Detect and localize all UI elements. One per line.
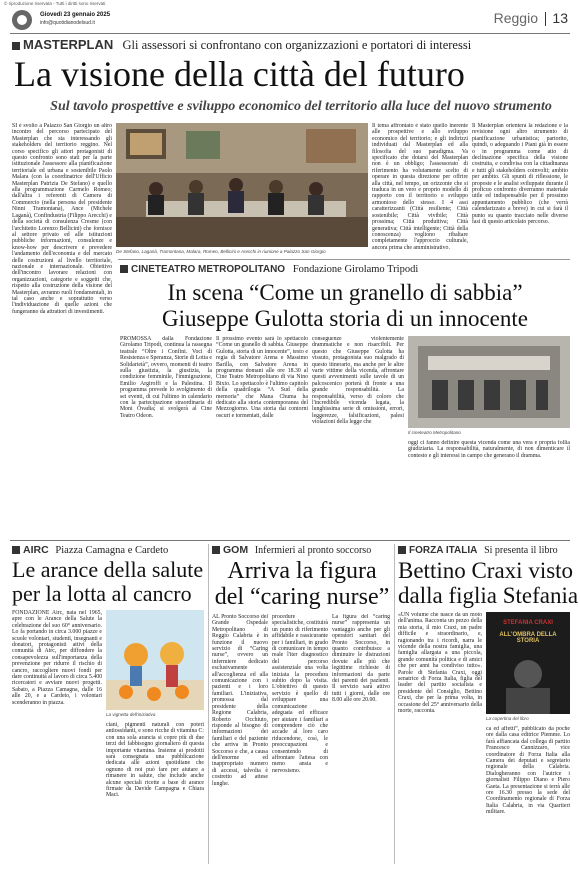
- book-cover-title: ALL'OMBRA DELLA STORIA: [499, 632, 557, 644]
- airc-kicker: AIRC: [23, 544, 49, 556]
- kicker-square-icon: [120, 265, 128, 273]
- masterplan-overline-row: [12, 37, 572, 53]
- cinema-building-illustration: [408, 336, 570, 428]
- airc-vignette-caption: La vignetta dell'iniziativa: [106, 712, 156, 717]
- masterplan-kicker: MASTERPLAN: [23, 37, 114, 52]
- forzaitalia-headline-2: dalla figlia Stefania: [398, 583, 579, 608]
- kicker-square-icon: [12, 42, 20, 50]
- masterplan-column-3: Il Masterplan orienterà la redazione e la revisione ogni altro strumento di pianificazione urbanistica; partorito, quindi, o adeguando i Piani già in essere o in programma come atto di declinazione specifica della visione costruita, e condivisa con la cittadinanza e tutti gli stakeholders coinvolti; ambito per ambito. Gli spunti di riflessione, le proposte e le analisi sviluppate durante il proficuo confronto diverranno materiale utile ed indispensabile per il prossimo appuntamento pubblico (che verrà calendarizzato a breve) in cui si farà il punto su quanto tracciato nelle diverse fasi di questo articolato percorso.: [472, 123, 568, 226]
- kicker-square-icon: [398, 546, 406, 554]
- book-cover-caption: La copertina del libro: [486, 716, 529, 721]
- gom-headline-2: del “caring nurse”: [214, 584, 390, 610]
- kicker-square-icon: [12, 546, 20, 554]
- oranges-vignette-illustration: [106, 610, 204, 710]
- forzaitalia-column-1: «UN volume che nasce da un moto dell'anima. Racconta un pezzo della mia storia, il mio Craxi, un padre difficile e straordinario, e, ragionando tra i ricordi, narra le vicende della nostra famiglia, una famiglia allargata a una piccola, grande comunità politica e di amici che per anni ha condiviso tutto». Parole di Stefania Craxi, oggi senatrice di Forza Italia, figlia del leader del partito socialista e presidente del Consiglio, Bettino Craxi, che per la prima volta, in occasione del 25° anniversario della morte, racconta.: [398, 612, 482, 715]
- airc-vignette: [106, 610, 204, 710]
- gom-overline-row: [212, 544, 392, 556]
- gom-column-1: AL Pronto Soccorso del Grande Ospedale Metropolitano di Reggio Calabria è in funzione il nuovo servizio di “Caring nurse”, ovvero un infermiere dedicato esclusivamente all'accoglienza ed alla comunicazione con i pazienti e i loro familiari. L'iniziativa, promossa dal presidente della Regione Calabria, Roberto Occhiuto, risponde al bisogno di informazioni dei familiari e del paziente che arriva in Pronto Soccorso e che, a causa dell'enorme ed inappropriato numero di accessi, talvolta è costretto ad attese lunghe.: [212, 614, 268, 787]
- middle-rule: [10, 540, 570, 541]
- meeting-room-illustration: [116, 123, 368, 247]
- newspaper-logo-icon: [12, 10, 32, 30]
- cineteatro-photo: [408, 336, 570, 428]
- book-cover-portrait-icon: [486, 652, 570, 714]
- cineteatro-rule: [118, 259, 570, 260]
- cineteatro-photo-caption: Il cineteatro Metropolitano: [408, 430, 461, 435]
- masterplan-photo-caption: De Stefano, Laganà, Tramontana, Malara, Romeo, Bellicini e Arecchi in riunione a Palazzo San Giorgio: [116, 249, 326, 254]
- forzaitalia-overline: Si presenta il libro: [484, 545, 558, 556]
- column-divider: [394, 544, 395, 864]
- cineteatro-overline: Fondazione Girolamo Tripodi: [292, 264, 419, 275]
- book-cover-author: STEFANIA CRAXI: [503, 620, 553, 626]
- page-number: 13: [552, 10, 568, 26]
- masterplan-overline: Gli assessori si confrontano con organizzazioni e portatori di interessi: [122, 38, 472, 52]
- masterplan-column-2: Il tema affrontato è stato quello inerente alle prospettive e allo sviluppo economico del territorio; e gli indirizzi individuati dal Masterplan ed alla filosofia del suo paradigma. Va specificato che dotarsi del Masterplan non è un obbligo; l'assessorato di riferimento ha volutamente scelto di operare in questa direzione per offrire alla città, nel tempo, un orizzonte che si traduca in un vero e proprio modello di rapporto con il territorio e sviluppo armonioso dello stesso. I 4 assi caratterizzanti (Città resiliente; Città sostenibile; Città vivibile; Città prossima; Città produttiva; Città generativa; Città intelligente; Città della conoscenza) vogliono ribaltare completamente l'approccio culturale, ancora prima che amministrativo.: [372, 123, 468, 251]
- airc-column-2: ciani, pigmenti naturali con poteri antiossidanti, e sono ricche di vitamina C: con una sola arancia si copre più di due terzi del fabbisogno giornaliero di questa importante vitamina. Insieme ai prodotti sarà consegnata una pubblicazione dedicata alle azioni quotidiane che ognuno di noi può fare per aiutare a rimanere in salute, che include anche alcune speciali ricette a base di arance firmate da Davide Campagna e Chiara Maci.: [106, 722, 204, 799]
- forzaitalia-column-2: ca ed affetti”, pubblicato da poche ore dalla casa editrice Piemme. Lo farà affiancata dal collega di partito Francesco Cannizzaro, vice coordinatore di Forza Italia alla Camera dei deputati e segretario regionale della Calabria. Dialogheranno con l'autrice i giornalisti Filippo Diano e Piero Gaeta. La presentazione si terrà alle ore 16.30 presso la sede del Coordinamento regionale di Forza Italia Calabria, in via Quartieri militare.: [486, 726, 570, 816]
- cineteatro-headline-1: In scena “Come un granello di sabbia”: [167, 280, 523, 305]
- cineteatro-column-3: conseguenze violentemente drammatiche e non risarcibili. Per questo che Giuseppe Gulotta ha vissuto, protagonista suo malgrado di questo itinerario, ma anche per le altre varie vittime della vicenda, affrontare questi avvenimenti sulle tavole di un palcoscenico porterà di fronte a una grande responsabilità. La responsabilità, verso di coloro che l'incredibile vicenda legata, la lunghissima serie di omissioni, errori, leggerezze, falsificazioni, palesi violazioni della legge che: [312, 336, 404, 426]
- gom-column-3: La figura del “caring nurse” rappresenta un vantaggio anche per gli operatori sanitari del Pronto Soccorso, in quanto contribuisce a diminuire le distrazioni dovute alle più che legittime richieste di informazioni da parte dei parenti dei pazienti. Il servizio sarà attivo tutti i giorni, dalle ore 8.00 alle ore 20.00.: [332, 614, 390, 704]
- kicker-square-icon: [212, 546, 220, 554]
- forzaitalia-overline-row: [398, 544, 570, 556]
- masterplan-meeting-photo: [116, 123, 368, 247]
- forzaitalia-kicker: FORZA ITALIA: [409, 545, 478, 556]
- airc-headline-2: per la lotta al cancro: [12, 581, 192, 606]
- header-rule: [10, 33, 570, 34]
- section-name: Reggio: [493, 10, 538, 26]
- forzaitalia-headline-1: Bettino Craxi visto: [398, 558, 574, 583]
- masterplan-subheadline: Sul tavolo prospettive e sviluppo economico del territorio alla luce del nuovo strumento: [50, 99, 552, 114]
- column-divider: [208, 544, 209, 864]
- copyright-notice: © riproduzione riservata - Tutti i diritti sono riservati: [4, 1, 106, 6]
- airc-overline: Piazza Camagna e Cardeto: [55, 545, 169, 556]
- gom-column-2: procedure specialistiche, costituirà un punto di riferimento affidabile e rassicurante per i familiari, in grado di comunicare in tempo reale l'iter diagnostico del percorso assistenziale una volta iniziata la procedura subito dopo la visita. L'obiettivo di questo servizio è quello di sviluppare una comunicazione adeguata ed efficace per aiutare i familiari a comprendere ciò che accade al loro caro riducendone, così, le preoccupazioni e consentendo di affrontare l'attesa con meno ansia e nervosismo.: [272, 614, 328, 774]
- cineteatro-column-4: oggi ci fanno definire questa vicenda come una vera e propria follia giudiziaria. La responsabilità, naturalmente, di non dimenticare il contesto e gli interessi in campo che generano il dramma.: [408, 440, 570, 459]
- airc-overline-row: [12, 544, 202, 556]
- cineteatro-kicker: CINETEATRO METROPOLITANO: [131, 264, 286, 275]
- airc-column-1: FONDAZIONE Airc, nata nel 1965, apre con le Arance della Salute la celebrazione del suo 60° anniversario. Lo fa portando in circa 3.000 piazze e scuole volontari, studenti, insegnanti e donatori, protagonisti attivi della comunità di Airc, per diffondere la consapevolezza sull'importanza della prevenzione per ridurre il rischio di cancro, raccogliere nuovi fondi per dare continuità al lavoro di circa 5.400 ricercatori e avviare nuovi progetti. Sabato, a Piazza Camagna, dalle 16 alle 20, e a Cardeto, i volontari scenderanno in piazza.: [12, 610, 102, 706]
- header-separator: [545, 12, 546, 26]
- masterplan-headline: La visione della città del futuro: [14, 54, 465, 94]
- issue-date: Giovedì 23 gennaio 2025: [40, 12, 111, 18]
- cineteatro-overline-row: [120, 263, 570, 275]
- book-cover-image: [486, 612, 570, 714]
- masterplan-column-1: SI è svolto a Palazzo San Giorgio un altro incontro del percorso partecipato del Masterplan che sta interessando gli stakeholders del territorio reggino. Nel corso specifico gli attori protagonisti di questo confronto sono stati per la parte istituzionale l'assessore alla pianificazione territoriale ed urbana e sostenibile Paolo Malara (con la coordinatrice dell'Ufficio Masterplan Patrizia De Stefano) e quello alla programmazione Carmelo Romeo; dall'altra i referenti di Camera di Commercio (nella persona del presidente Ninni Tramontana), Ance (Michele Laganà), Confindustria (Filippo Arecchi) e della società di consulenza Cresme (con l'architetto Lorenzo Bellicini) che fornisce al settore privato ed alle istituzioni pubbliche informazioni, consulenze e know-how per descrivere e prevedere l'andamento dell'economia e del mercato delle costruzioni al livello territoriale, nazionale e internazionale. Obiettivo dell'incontro lavorare relazioni con organizzazioni, categorie e soggetti che, rispetto alla costruzione della visione del Masterplan, avranno ruoli fondamentali, in tal caso anche e soprattutto verso l'individuazione di quelle azioni che fungeranno da attrattori di investimenti.: [12, 123, 112, 315]
- cineteatro-column-2: Il prossimo evento sarà lo spettacolo “Come un granello di sabbia. Giuseppe Gulotta, storia di un innocente”, testo e regia di Salvatore Arena e Massimo Barilla, con Salvatore Arena in programma domani alle ore 18.30 al Cine Teatro Metropolitano di via Nino Bixio. Lo spettacolo è l'ultimo capitolo della quadrilogia “A Sud della memoria” che Mana Chuma ha dedicato alla storia contemporanea del Mezzogiorno. Una storia dai contorni oscuri e tormentati, dalle: [216, 336, 308, 419]
- gom-overline: Infermieri al pronto soccorso: [254, 545, 372, 556]
- contact-email: info@quotidianodelsud.it: [40, 20, 95, 26]
- gom-headline-1: Arriva la figura: [227, 558, 377, 584]
- airc-headline-1: Le arance della salute: [12, 557, 204, 582]
- gom-kicker: GOM: [223, 544, 249, 556]
- cineteatro-headline-2: Giuseppe Gulotta storia di un innocente: [161, 306, 528, 331]
- cineteatro-column-1: PROMOSSA dalla Fondazione Girolamo Tripodi, continua la rassegna teatrale “Oltre i Confini. Voci di Resistenza e Speranza, Storie di Lotta e Solidarietà”, ovvero, momenti di teatro sulla giustizia, la giustizia, la condizione femminile, l'immigrazione, Emilio Argiroffi e la Palestina. Il programma prevede lo svolgimento di sei eventi, di cui l'ultimo in calendario con la partecipazione straordinaria di Moni Ovadia; si svolgerà al Cine Teatro Odeon.: [120, 336, 212, 419]
